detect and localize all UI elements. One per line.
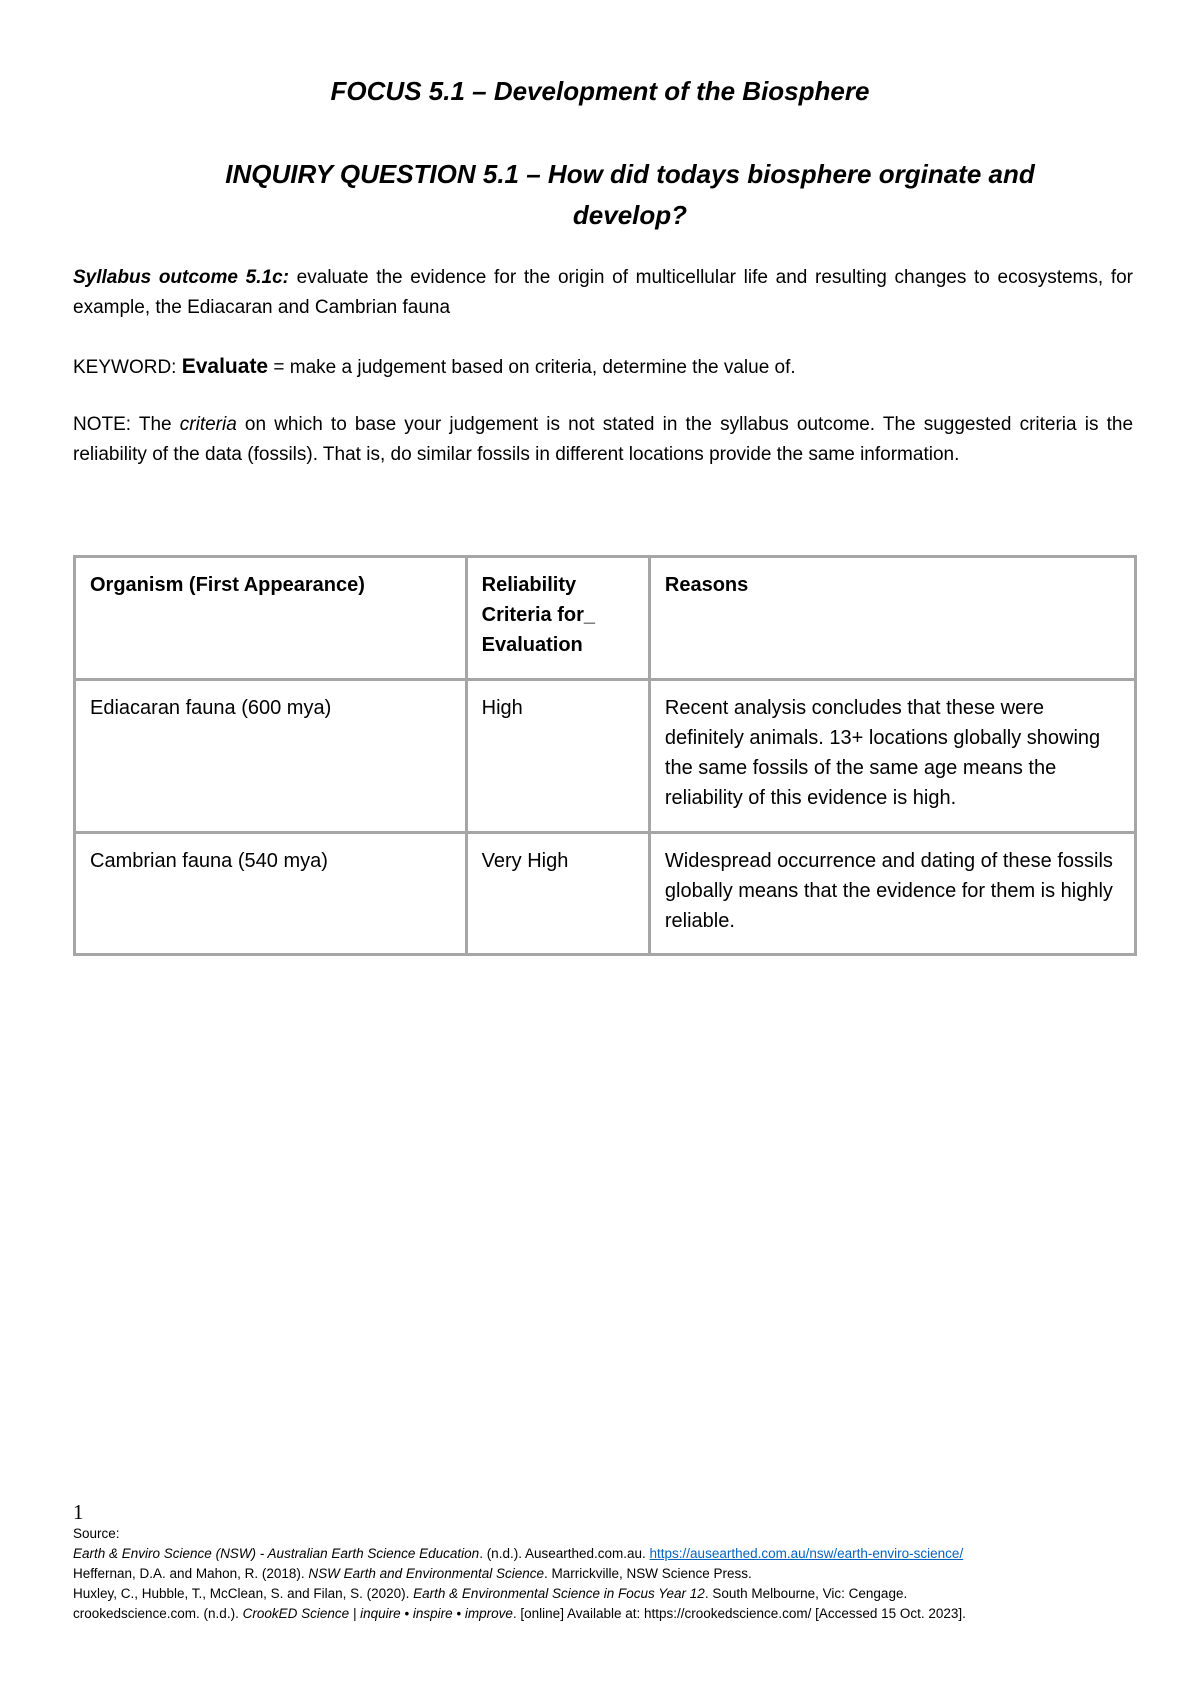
note-after: on which to base your judgement is not stated in the syllabus outcome. The suggested criteria is the reliability of the data (fossils). That is, do similar fossils in different locations provide the same information. (73, 414, 1134, 465)
syllabus-outcome-label: Syllabus outcome 5.1c: (73, 267, 289, 288)
reference-item (73, 1604, 1143, 1624)
reference-text: . Marrickville, NSW Science Press. (544, 1566, 752, 1581)
reference-text: . South Melbourne, Vic: Cengage. (704, 1586, 908, 1601)
syllabus-outcome-text: evaluate the evidence for the origin of multicellular life and resulting changes to ecosystems, for example, the Ediacaran and Cambrian fauna (73, 267, 1134, 318)
reference-text: . [online] Available at: https://crookedscience.com/ [Accessed 15 Oct. 2023]. (512, 1606, 966, 1621)
reference-title: Earth & Environmental Science in Focus Year 12 (413, 1586, 705, 1601)
table-row (75, 680, 1136, 833)
reference-link[interactable]: https://ausearthed.com.au/nsw/earth-enviro-science/ (649, 1546, 964, 1561)
syllabus-outcome-paragraph (73, 263, 1133, 323)
keyword-paragraph (73, 352, 1133, 383)
note-before: NOTE: The (73, 414, 180, 435)
reference-item (73, 1584, 1143, 1604)
note-italic-word: criteria (179, 414, 237, 435)
cell-reliability: Very High (466, 833, 649, 955)
evidence-table (73, 555, 1137, 956)
cell-reliability: High (466, 680, 649, 833)
reference-text: . (n.d.). Ausearthed.com.au. (479, 1546, 650, 1561)
source-label: Source: (73, 1526, 120, 1541)
keyword-prefix: KEYWORD: (73, 357, 182, 378)
cell-organism: Cambrian fauna (540 mya) (75, 833, 467, 955)
cell-organism: Ediacaran fauna (600 mya) (75, 680, 467, 833)
table-header-row (75, 557, 1136, 680)
header-reliability: Reliability Criteria for_ Evaluation (466, 557, 649, 680)
reference-text: Huxley, C., Hubble, T., McClean, S. and Filan, S. (2020). (73, 1586, 414, 1601)
reference-text: Heffernan, D.A. and Mahon, R. (2018). (73, 1566, 309, 1581)
header-reasons: Reasons (649, 557, 1135, 680)
header-organism: Organism (First Appearance) (75, 557, 467, 680)
inquiry-question-title: INQUIRY QUESTION 5.1 – How did todays biosphere orginate and develop? (225, 159, 1035, 230)
cell-reasons: Widespread occurrence and dating of these fossils globally means that the evidence for them is highly reliable. (649, 833, 1135, 955)
note-paragraph (73, 410, 1133, 470)
table-row (75, 833, 1136, 955)
keyword-term: Evaluate (181, 355, 269, 378)
footer-sources (73, 1524, 1143, 1624)
reference-title: Earth & Enviro Science (NSW) - Australian Earth Science Education (73, 1546, 480, 1561)
reference-title: CrookED Science | inquire • inspire • improve (242, 1606, 513, 1621)
cell-reasons: Recent analysis concludes that these were definitely animals. 13+ locations globally showing the same fossils of the same age means the reliability of this evidence is high. (649, 680, 1135, 833)
reference-item (73, 1544, 1143, 1564)
reference-item (73, 1564, 1143, 1584)
reference-text: crookedscience.com. (n.d.). (73, 1606, 243, 1621)
focus-title: FOCUS 5.1 – Development of the Biosphere (330, 76, 870, 106)
keyword-definition: = make a judgement based on criteria, determine the value of. (268, 357, 796, 378)
reference-title: NSW Earth and Environmental Science (308, 1566, 545, 1581)
page-number: 1 (73, 1500, 84, 1524)
